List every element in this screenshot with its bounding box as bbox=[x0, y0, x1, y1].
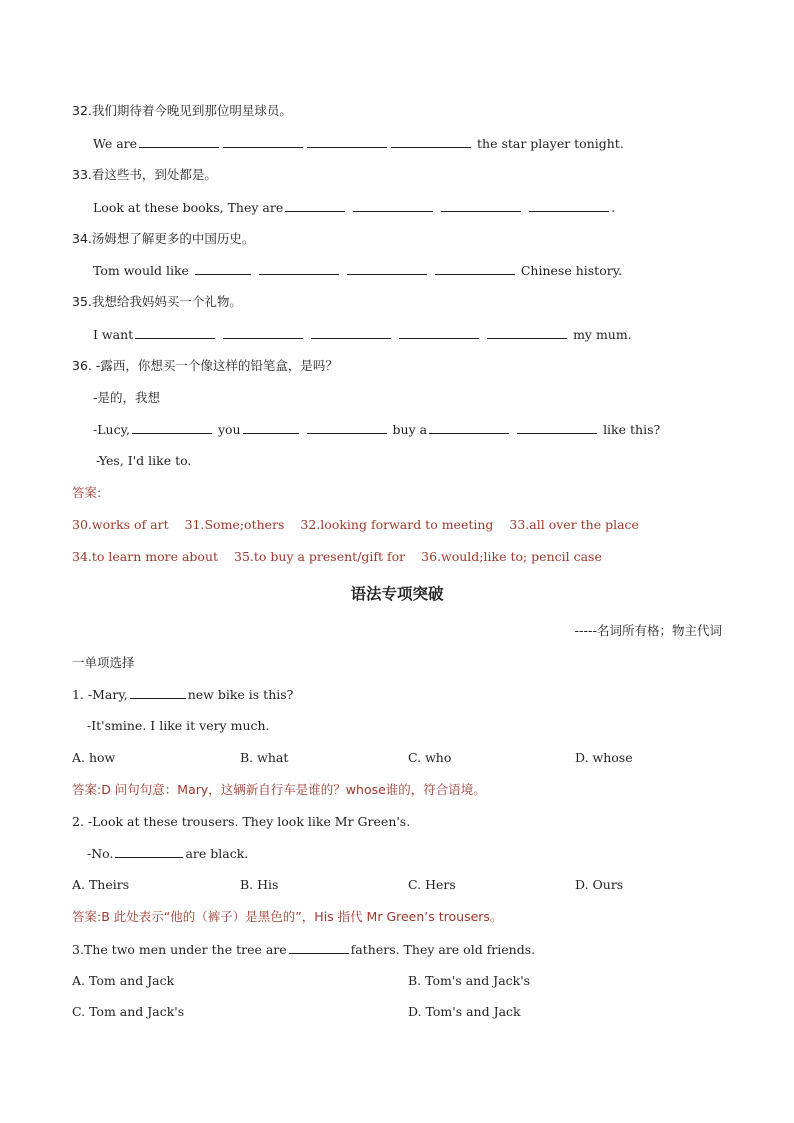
answer-blank[interactable] bbox=[132, 421, 212, 434]
mc-3-stem-pre: 3.The two men under the tree are bbox=[72, 942, 287, 957]
mc-2-line2-post: are black. bbox=[185, 846, 249, 861]
answer-item: 31.Some;others bbox=[184, 517, 285, 532]
mc-3-stem bbox=[72, 941, 535, 958]
answers-line-2 bbox=[72, 549, 602, 565]
question-34-sentence bbox=[93, 262, 622, 279]
q36-part-b: you bbox=[217, 422, 241, 437]
q34-pre: Tom would like bbox=[93, 263, 189, 278]
question-33-sentence bbox=[93, 199, 615, 216]
mc-2-answer: 答案:B 此处表示“他的（裤子）是黑色的”，His 指代 Mr Green’s trousers。 bbox=[72, 909, 503, 924]
answer-blank[interactable] bbox=[399, 326, 479, 339]
answer-item: 35.to buy a present/gift for bbox=[234, 549, 406, 564]
answer-blank[interactable] bbox=[487, 326, 567, 339]
q34-post: Chinese history. bbox=[520, 263, 623, 278]
part-heading: 一单项选择 bbox=[72, 655, 135, 670]
question-35-prompt: 35.我想给我妈妈买一个礼物。 bbox=[72, 294, 242, 309]
section-title: 语法专项突破 bbox=[350, 585, 444, 603]
question-36-prompt: 36. -露西，你想买一个像这样的铅笔盒，是吗？ bbox=[72, 358, 338, 373]
mc-3-option-b[interactable]: B. Tom's and Jack's bbox=[408, 973, 531, 988]
mc-2-line2-pre: -No. bbox=[87, 846, 114, 861]
answer-blank[interactable] bbox=[307, 421, 387, 434]
q35-post: my mum. bbox=[573, 327, 632, 342]
question-36-cn-reply: -是的，我想 bbox=[93, 390, 161, 405]
answer-blank[interactable] bbox=[289, 941, 349, 954]
answer-blank[interactable] bbox=[429, 421, 509, 434]
answer-item: 32.looking forward to meeting bbox=[300, 517, 494, 532]
question-36-en-reply: -Yes, I'd like to. bbox=[96, 453, 192, 468]
answer-blank[interactable] bbox=[259, 262, 339, 275]
answer-blank[interactable] bbox=[135, 326, 215, 339]
answers-label: 答案: bbox=[72, 485, 102, 500]
answer-blank[interactable] bbox=[285, 199, 345, 212]
q33-post: . bbox=[611, 200, 616, 215]
answer-blank[interactable] bbox=[115, 845, 183, 858]
mc-1-stem bbox=[72, 686, 293, 703]
answer-blank[interactable] bbox=[441, 199, 521, 212]
answer-blank[interactable] bbox=[130, 686, 186, 699]
mc-3-option-a[interactable]: A. Tom and Jack bbox=[72, 973, 175, 988]
question-35-sentence bbox=[93, 326, 632, 343]
answer-item: 36.would;like to; pencil case bbox=[421, 549, 602, 564]
q36-part-d: like this? bbox=[603, 422, 661, 437]
q36-part-c: buy a bbox=[392, 422, 428, 437]
answer-blank[interactable] bbox=[353, 199, 433, 212]
answer-item: 34.to learn more about bbox=[72, 549, 219, 564]
q32-post: the star player tonight. bbox=[477, 136, 624, 151]
mc-2-option-c[interactable]: C. Hers bbox=[408, 877, 456, 892]
mc-1-option-c[interactable]: C. who bbox=[408, 750, 452, 765]
mc-2-option-d[interactable]: D. Ours bbox=[575, 877, 624, 892]
mc-1-option-d[interactable]: D. whose bbox=[575, 750, 633, 765]
answer-blank[interactable] bbox=[243, 421, 299, 434]
q32-pre: We are bbox=[93, 136, 138, 151]
q35-pre: I want bbox=[93, 327, 134, 342]
mc-3-option-d[interactable]: D. Tom's and Jack bbox=[408, 1004, 521, 1019]
mc-2-option-b[interactable]: B. His bbox=[240, 877, 279, 892]
answer-blank[interactable] bbox=[195, 262, 251, 275]
answer-item: 33.all over the place bbox=[509, 517, 639, 532]
q36-part-a: -Lucy, bbox=[93, 422, 130, 437]
answers-line-1 bbox=[72, 517, 639, 533]
answer-blank[interactable] bbox=[347, 262, 427, 275]
mc-1-stem-post: new bike is this? bbox=[187, 687, 294, 702]
answer-blank[interactable] bbox=[223, 135, 303, 148]
q33-pre: Look at these books, They are bbox=[93, 200, 284, 215]
answer-blank[interactable] bbox=[311, 326, 391, 339]
mc-3-stem-post: fathers. They are old friends. bbox=[350, 942, 536, 957]
question-32-sentence bbox=[93, 135, 624, 152]
mc-1-line2: -It'smine. I like it very much. bbox=[87, 718, 270, 733]
answer-blank[interactable] bbox=[391, 135, 471, 148]
mc-1-option-b[interactable]: B. what bbox=[240, 750, 289, 765]
answer-blank[interactable] bbox=[139, 135, 219, 148]
mc-1-answer: 答案:D 问句句意：Mary，这辆新自行车是谁的？whose谁的，符合语境。 bbox=[72, 782, 486, 797]
mc-2-stem: 2. -Look at these trousers. They look like Mr Green's. bbox=[72, 814, 411, 829]
answer-item: 30.works of art bbox=[72, 517, 169, 532]
answer-blank[interactable] bbox=[517, 421, 597, 434]
answer-blank[interactable] bbox=[223, 326, 303, 339]
answer-blank[interactable] bbox=[307, 135, 387, 148]
mc-3-option-c[interactable]: C. Tom and Jack's bbox=[72, 1004, 185, 1019]
mc-2-line2 bbox=[87, 845, 248, 862]
answer-blank[interactable] bbox=[435, 262, 515, 275]
mc-2-option-a[interactable]: A. Theirs bbox=[72, 877, 130, 892]
answer-blank[interactable] bbox=[529, 199, 609, 212]
mc-1-stem-pre: 1. -Mary, bbox=[72, 687, 128, 702]
mc-1-option-a[interactable]: A. how bbox=[72, 750, 116, 765]
question-34-prompt: 34.汤姆想了解更多的中国历史。 bbox=[72, 231, 255, 246]
section-subtitle: -----名词所有格；物主代词 bbox=[574, 623, 722, 638]
question-33-prompt: 33.看这些书，到处都是。 bbox=[72, 167, 217, 182]
question-32-prompt: 32.我们期待着今晚见到那位明星球员。 bbox=[72, 103, 292, 118]
question-36-sentence bbox=[93, 421, 660, 438]
